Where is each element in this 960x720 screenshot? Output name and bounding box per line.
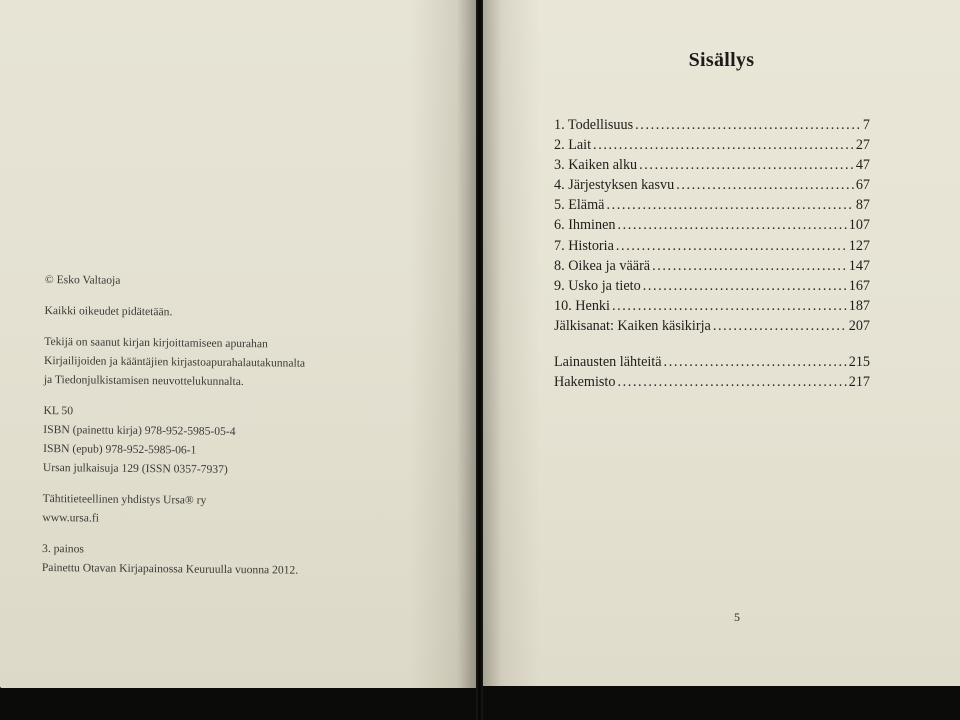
imprint-line: Painettu Otavan Kirjapainossa Keuruulla vuonna 2012.: [41, 560, 299, 577]
toc-leader-dots: [617, 215, 846, 235]
toc-entry-label: 6. Ihminen: [554, 217, 616, 234]
toc-entry: [554, 215, 870, 235]
toc-entry: [554, 115, 870, 135]
toc-entry-page: 127: [848, 237, 870, 254]
toc-leader-dots: [593, 135, 854, 155]
toc-entry-label: Jälkisanat: Kaiken käsikirja: [554, 317, 711, 334]
toc-leader-dots: [635, 115, 861, 135]
toc-leader-dots: [612, 296, 847, 316]
toc-entry: [554, 195, 870, 215]
left-page: [0, 0, 476, 688]
toc-entry-label: 7. Historia: [554, 237, 614, 254]
toc-leader-dots: [639, 155, 854, 175]
toc-entry: [554, 276, 870, 296]
toc-entry-label: 10. Henki: [554, 297, 610, 314]
imprint-line: Ursan julkaisuja 129 (ISSN 0357-7937): [42, 460, 228, 476]
toc-entry-page: 217: [848, 374, 870, 391]
toc-title: Sisällys: [688, 49, 755, 71]
toc-entry-page: 27: [855, 137, 870, 154]
toc-entry-page: 107: [848, 217, 870, 234]
imprint-line: Kaikki oikeudet pidätetään.: [44, 303, 173, 319]
toc-entry-page: 167: [848, 277, 870, 294]
imprint-line: ja Tiedonjulkistamisen neuvottelukunnalta.: [43, 372, 244, 389]
toc-entry-page: 67: [855, 177, 870, 194]
imprint-line: ISBN (painettu kirja) 978-952-5985-05-4: [43, 422, 236, 439]
toc-entry: [554, 352, 870, 372]
toc-spacer: [554, 336, 870, 352]
page-number: 5: [734, 610, 740, 624]
toc-leader-dots: [606, 195, 853, 215]
toc-entry: [554, 256, 870, 276]
toc-entry-label: 1. Todellisuus: [554, 117, 634, 133]
toc-entry-label: 9. Usko ja tieto: [554, 277, 641, 294]
imprint-line: ISBN (epub) 978-952-5985-06-1: [43, 441, 197, 457]
toc-leader-dots: [713, 316, 847, 336]
toc-entry: [554, 135, 870, 155]
toc-entry-page: 147: [848, 257, 870, 274]
toc-leader-dots: [664, 352, 847, 372]
toc-entry-label: Hakemisto: [554, 374, 616, 391]
toc-entry-page: 187: [848, 297, 870, 314]
toc-entry-page: 87: [855, 197, 870, 214]
book-gutter: [476, 0, 483, 720]
toc-entry-label: 5. Elämä: [554, 197, 605, 214]
toc-entry-label: 8. Oikea ja väärä: [554, 257, 651, 274]
toc-entry-page: 7: [862, 117, 870, 133]
imprint-block: [42, 270, 375, 580]
table-of-contents: [554, 115, 870, 392]
imprint-line: 3. painos: [42, 541, 85, 556]
toc-entry-page: 215: [848, 354, 870, 371]
toc-entry: [554, 236, 870, 256]
toc-leader-dots: [643, 276, 847, 296]
toc-entry-label: 3. Kaiken alku: [554, 157, 638, 174]
toc-entry-label: Lainausten lähteitä: [554, 354, 662, 371]
toc-leader-dots: [676, 175, 854, 195]
toc-entry-page: 207: [848, 317, 870, 334]
toc-leader-dots: [652, 256, 847, 276]
imprint-line: www.ursa.fi: [42, 510, 100, 525]
toc-entry: [554, 155, 870, 175]
toc-entry: [554, 372, 870, 392]
toc-entry: [554, 296, 870, 316]
toc-entry-page: 47: [855, 157, 870, 174]
toc-leader-dots: [617, 372, 846, 392]
toc-leader-dots: [616, 236, 847, 256]
toc-entry-label: 2. Lait: [554, 137, 592, 154]
imprint-line: Kirjailijoiden ja kääntäjien kirjastoapurahalautakunnalta: [43, 353, 306, 370]
imprint-line: Tähtitieteellinen yhdistys Ursa® ry: [42, 491, 207, 507]
right-page: [483, 0, 960, 686]
imprint-line: Tekijä on saanut kirjan kirjoittamiseen apurahan: [44, 334, 268, 351]
imprint-line: © Esko Valtaoja: [44, 272, 121, 287]
toc-entry: [554, 175, 870, 195]
imprint-line: KL 50: [43, 403, 74, 418]
toc-entry: [554, 316, 870, 336]
toc-entry-label: 4. Järjestyksen kasvu: [554, 177, 675, 194]
